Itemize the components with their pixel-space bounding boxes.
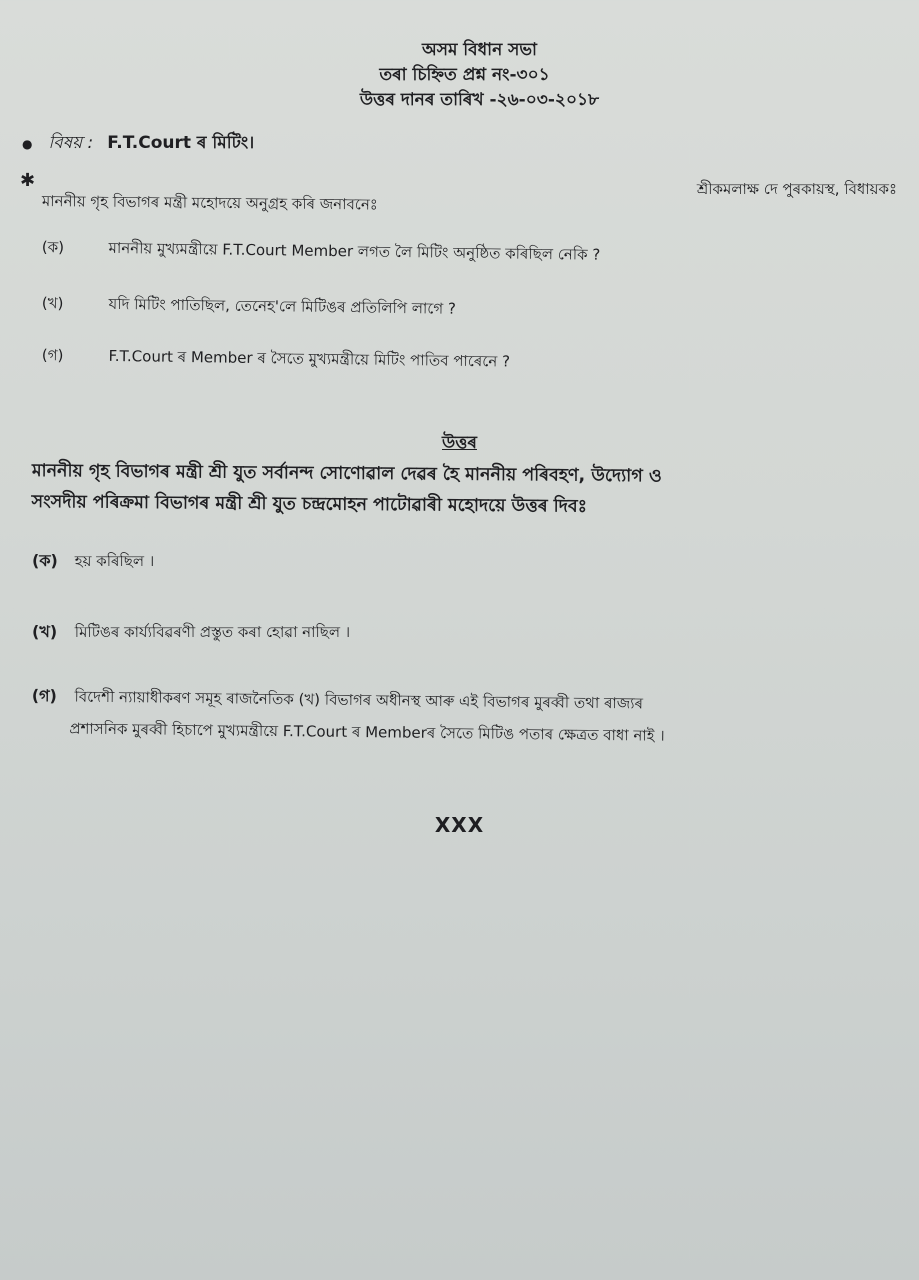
answer-intro (31, 456, 919, 526)
answer-text: মিটিঙৰ কাৰ্য্যবিৱৰণী প্ৰস্তুত কৰা হোৱা নাছিল । (74, 623, 351, 641)
answer-text: হয় কৰিছিল । (74, 552, 155, 570)
question-marker: (খ) (41, 293, 64, 313)
question-marker: (ক) (41, 237, 65, 257)
answer-marker: (গ) (31, 685, 58, 706)
answer-item (31, 680, 665, 752)
answer-intro-line: সংসদীয় পৰিক্ৰমা বিভাগৰ মন্ত্ৰী শ্ৰী যুত চন্দ্ৰমোহন পাটোৱাৰী মহোদয়ে উত্তৰ দিবঃ (31, 491, 588, 517)
question-item (42, 236, 601, 269)
question-marker: (গ) (41, 345, 64, 365)
end-mark: XXX (434, 813, 485, 837)
answer-item (32, 619, 350, 646)
answer-intro-line: মাননীয় গৃহ বিভাগৰ মন্ত্ৰী শ্ৰী যুত সৰ্বানন্দ সোণোৱাল দেৱৰ হৈ মাননীয় পৰিবহণ, উদ্যোগ ও (31, 460, 662, 487)
answer-marker: (খ) (32, 622, 58, 641)
document-header (0, 38, 919, 113)
question-item (42, 292, 456, 323)
subject-label: বিষয় : (48, 133, 94, 153)
answer-text: প্ৰশাসনিক মুৰব্বী হিচাপে মুখ্যমন্ত্ৰীয়ে F.T.Court ৰ Memberৰ সৈতে মিটিঙ পতাৰ ক্ষেত্ৰত বাধা নাই । (69, 719, 665, 745)
assembly-name: অসম বিধান সভা (422, 40, 537, 60)
answer-item (32, 548, 154, 575)
question-item (42, 344, 511, 376)
subject-text: F.T.Court ৰ মিটিং। (107, 133, 255, 153)
answer-marker: (ক) (32, 551, 58, 570)
bullet-icon: ● (22, 137, 33, 151)
question-number: তৰা চিহ্নিত প্ৰশ্ন নং-৩০১ (379, 65, 550, 85)
answer-heading: উত্তৰ (442, 433, 477, 453)
question-text: F.T.Court ৰ Member ৰ সৈতে মুখ্যমন্ত্ৰীয়ে মিটিং পাতিব পাৰেনে ? (108, 346, 511, 371)
answer-date: উত্তৰ দানৰ তাৰিখ -২৬-০৩-২০১৮ (359, 90, 600, 110)
subject-line (22, 130, 254, 158)
question-text: মাননীয় মুখ্যমন্ত্ৰীয়ে F.T.Court Member লগত লৈ মিটিং অনুষ্ঠিত কৰিছিল নেকি ? (108, 238, 601, 264)
ink-mark-icon: ✱ (20, 170, 36, 191)
questioner-name: শ্ৰীকমলাক্ষ দে পুৰকায়স্থ, বিধায়কঃ (696, 180, 897, 198)
question-text: যদি মিটিং পাতিছিল, তেনেহ'লে মিটিঙৰ প্ৰতিলিপি লাগে ? (108, 294, 457, 318)
question-intro: মাননীয় গৃহ বিভাগৰ মন্ত্ৰী মহোদয়ে অনুগ্ৰহ কৰি জনাবনেঃ (41, 191, 378, 214)
answer-text: বিদেশী ন্যায়াধীকৰণ সমূহ ৰাজনৈতিক (খ) বিভাগৰ অধীনস্থ আৰু এই বিভাগৰ মুৰব্বী তথা ৰাজ্যৰ (74, 687, 644, 713)
